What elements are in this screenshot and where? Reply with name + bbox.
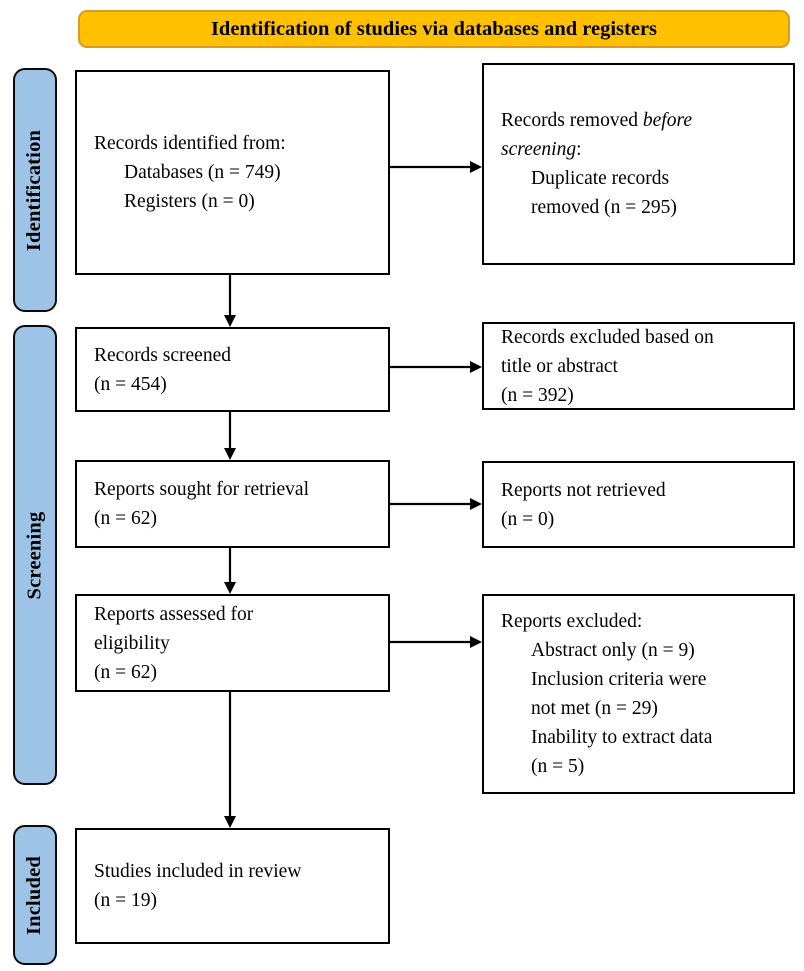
box-reports-not-retrieved bbox=[482, 461, 795, 548]
records-removed-detail1: Duplicate records bbox=[531, 168, 670, 189]
box-records-excluded bbox=[482, 322, 795, 410]
records-identified-databases: Databases (n = 749) bbox=[124, 162, 281, 183]
reports-sought-count: (n = 62) bbox=[94, 508, 157, 529]
records-excluded-count: (n = 392) bbox=[501, 384, 574, 406]
reports-excluded-reason2-line1: Inclusion criteria were bbox=[531, 669, 707, 690]
arrow-assessed-to-included bbox=[224, 692, 236, 828]
arrow-screened-to-sought bbox=[224, 412, 236, 460]
studies-included-line1: Studies included in review bbox=[94, 861, 302, 882]
records-removed-line2 bbox=[501, 135, 785, 164]
records-identified-registers: Registers (n = 0) bbox=[124, 191, 255, 212]
stage-label-included bbox=[13, 825, 57, 965]
arrow-sought-to-not-retrieved bbox=[390, 498, 482, 510]
stage-label-included-text: Included bbox=[23, 855, 46, 935]
reports-assessed-count: (n = 62) bbox=[94, 661, 157, 683]
reports-not-retrieved-count: (n = 0) bbox=[501, 508, 555, 530]
records-removed-detail2: removed (n = 295) bbox=[531, 197, 677, 218]
records-removed-prefix: Records removed bbox=[501, 110, 643, 131]
title-banner-label: Identification of studies via databases and registers bbox=[210, 17, 658, 40]
records-screened-count: (n = 454) bbox=[94, 373, 167, 395]
box-reports-sought bbox=[75, 460, 390, 548]
records-removed-screening-italic: screening bbox=[501, 139, 577, 160]
arrow-identified-to-removed bbox=[390, 161, 482, 173]
reports-not-retrieved-line1: Reports not retrieved bbox=[501, 479, 666, 501]
stage-label-screening bbox=[13, 325, 57, 785]
studies-included-count: (n = 19) bbox=[94, 890, 157, 911]
records-excluded-line1: Records excluded based on bbox=[501, 326, 714, 348]
arrow-identified-to-screened bbox=[224, 275, 236, 327]
stage-label-identification-text: Identification bbox=[23, 129, 46, 251]
records-screened-line1: Records screened bbox=[94, 344, 231, 366]
box-records-screened bbox=[75, 327, 390, 412]
arrow-screened-to-excluded bbox=[390, 361, 482, 373]
reports-excluded-reason2-line2: not met (n = 29) bbox=[531, 698, 658, 719]
records-excluded-line2: title or abstract bbox=[501, 355, 618, 377]
arrow-assessed-to-reports-excluded bbox=[390, 636, 482, 648]
records-identified-heading: Records identified from: bbox=[94, 133, 286, 154]
reports-excluded-reason1: Abstract only (n = 9) bbox=[531, 640, 695, 661]
reports-assessed-line1: Reports assessed for bbox=[94, 603, 254, 625]
box-records-identified bbox=[75, 70, 390, 275]
box-reports-excluded bbox=[482, 594, 795, 794]
arrow-sought-to-assessed bbox=[224, 548, 236, 594]
reports-sought-line1: Reports sought for retrieval bbox=[94, 479, 309, 500]
box-records-removed bbox=[482, 63, 795, 265]
records-removed-line1 bbox=[501, 106, 785, 135]
records-removed-before-italic: before bbox=[642, 110, 692, 131]
reports-excluded-reason3-line2: (n = 5) bbox=[531, 756, 585, 777]
stage-label-identification bbox=[13, 68, 57, 312]
stage-label-screening-text: Screening bbox=[23, 511, 46, 599]
reports-excluded-reason3-line1: Inability to extract data bbox=[531, 727, 713, 748]
box-reports-assessed bbox=[75, 594, 390, 692]
title-banner bbox=[78, 10, 790, 48]
box-studies-included bbox=[75, 828, 390, 944]
reports-excluded-heading: Reports excluded: bbox=[501, 611, 643, 632]
reports-assessed-line2: eligibility bbox=[94, 632, 170, 654]
records-removed-colon: : bbox=[576, 139, 582, 160]
